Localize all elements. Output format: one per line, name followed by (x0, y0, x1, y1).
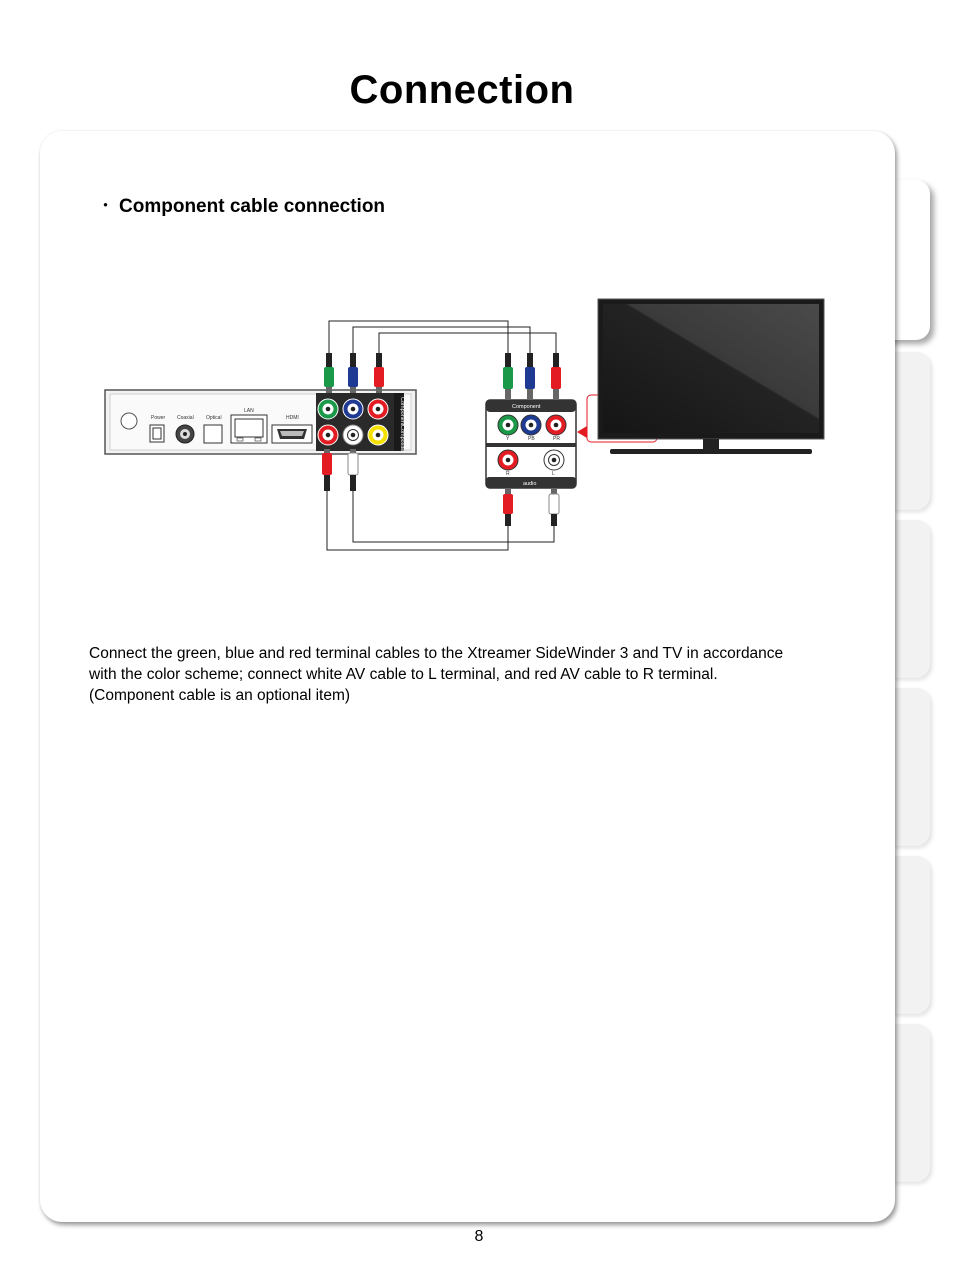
panel-label-l: L (552, 471, 555, 477)
device-jack-y (318, 399, 338, 419)
device-jack-pb (343, 399, 363, 419)
panel-label-r: R (506, 471, 510, 477)
device-jack-pr (368, 399, 388, 419)
device-jack-audio-r (318, 425, 338, 445)
tv-jack-pb (521, 415, 541, 435)
tv-plugs-bottom (503, 488, 559, 526)
port-label-power: Power (151, 415, 166, 421)
port-label-coaxial: Coaxial (177, 415, 194, 421)
panel-label-pr: PR (553, 436, 560, 442)
port-label-hdmi: HDMI (286, 415, 299, 421)
section-heading (96, 191, 385, 218)
port-label-optical: Optical (206, 415, 222, 421)
device-jack-audio-l (343, 425, 363, 445)
instructions-paragraph: Connect the green, blue and red terminal cables to the Xtreamer SideWinder 3 and TV in accordance with the color scheme; connect white AV cable to L terminal, and red AV cable to R terminal. (Component cable is an optional item) (89, 645, 784, 704)
tv-jack-audio-r (498, 450, 518, 470)
panel-label-y: Y (506, 436, 510, 442)
panel-label-pb: PB (528, 436, 535, 442)
device-plugs-bottom (322, 449, 358, 491)
page-title: Connection (349, 68, 575, 112)
panel-label-component: Component (512, 404, 541, 410)
section-heading-text: Component cable connection (119, 196, 386, 217)
device-jack-video (368, 425, 388, 445)
connection-diagram (100, 295, 830, 560)
tv-jack-audio-l (544, 450, 564, 470)
port-label-component: Component (399, 397, 405, 426)
tv-plugs-top (503, 353, 561, 399)
panel-label-audio: audio (523, 481, 537, 487)
tv-set (598, 299, 824, 454)
media-player-device (105, 390, 416, 454)
tv-jack-y (498, 415, 518, 435)
port-label-lan: LAN (244, 408, 254, 414)
bullet: ・ (96, 196, 116, 217)
port-label-composite: Composite (399, 425, 405, 452)
tv-input-panel (486, 400, 576, 488)
tv-jack-pr (546, 415, 566, 435)
page-number: 8 (474, 1228, 484, 1245)
device-plugs-top (324, 353, 384, 393)
